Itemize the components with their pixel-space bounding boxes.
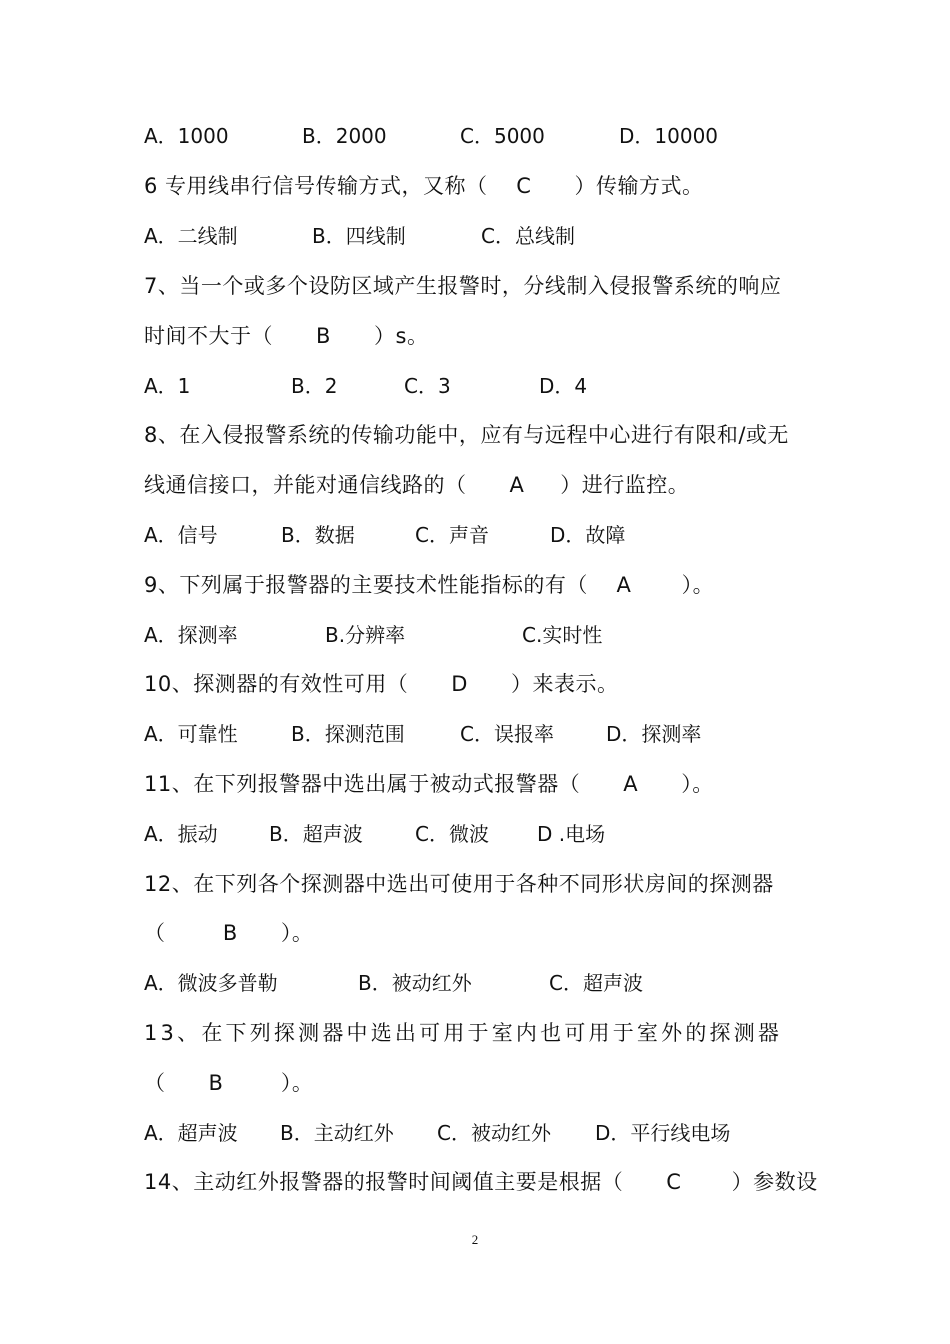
q11-option-a: A．振动 <box>144 822 218 846</box>
q10-question: 10、探测器的有效性可用（ D ）来表示。 <box>144 672 619 696</box>
q9-option-b: B.分辨率 <box>325 623 406 647</box>
q13-option-c: C．被动红外 <box>437 1121 551 1145</box>
q8-option-d: D．故障 <box>550 523 626 547</box>
q11-option-d: D .电场 <box>537 822 606 846</box>
q11-option-c: C．微波 <box>415 822 489 846</box>
q5-option-d: D．10000 <box>619 124 719 148</box>
q10-option-b: B．探测范围 <box>291 722 405 746</box>
q9-option-c: C.实时性 <box>522 623 603 647</box>
q8-option-c: C．声音 <box>415 523 489 547</box>
q6-option-c: C．总线制 <box>481 224 575 248</box>
q5-option-a: A．1000 <box>144 124 229 148</box>
q10-option-a: A．可靠性 <box>144 722 238 746</box>
q13-option-d: D．平行线电场 <box>595 1121 731 1145</box>
q8-question-line1: 8、在入侵报警系统的传输功能中，应有与远程中心进行有限和/或无 <box>144 423 789 447</box>
q6-question: 6 专用线串行信号传输方式，又称（ C ）传输方式。 <box>144 174 704 198</box>
q13-question-line2: （ B ）。 <box>144 1071 314 1095</box>
q13-option-a: A．超声波 <box>144 1121 238 1145</box>
q7-option-a: A．1 <box>144 374 191 398</box>
q12-option-c: C．超声波 <box>549 971 643 995</box>
q13-option-b: B．主动红外 <box>280 1121 394 1145</box>
q10-option-d: D．探测率 <box>606 722 702 746</box>
q12-question-line1: 12、在下列各个探测器中选出可使用于各种不同形状房间的探测器 <box>144 872 774 896</box>
q9-option-a: A．探测率 <box>144 623 238 647</box>
q11-question: 11、在下列报警器中选出属于被动式报警器（ A ）。 <box>144 772 714 796</box>
q5-option-b: B．2000 <box>302 124 387 148</box>
q6-option-a: A．二线制 <box>144 224 238 248</box>
q8-question-line2: 线通信接口，并能对通信线路的（ A ）进行监控。 <box>144 473 690 497</box>
q10-option-c: C．误报率 <box>460 722 554 746</box>
q8-option-b: B．数据 <box>281 523 355 547</box>
q6-option-b: B．四线制 <box>312 224 406 248</box>
q11-option-b: B．超声波 <box>269 822 363 846</box>
q14-question: 14、主动红外报警器的报警时间阈值主要是根据（ C ）参数设 <box>144 1170 818 1194</box>
q7-option-b: B．2 <box>291 374 338 398</box>
q7-question-line2: 时间不大于（ B ）s。 <box>144 324 429 348</box>
q12-question-line2: （ B ）。 <box>144 921 314 945</box>
q7-question-line1: 7、当一个或多个设防区域产生报警时，分线制入侵报警系统的响应 <box>144 274 782 298</box>
q7-option-d: D．4 <box>539 374 588 398</box>
q5-option-c: C．5000 <box>460 124 545 148</box>
q9-question: 9、下列属于报警器的主要技术性能指标的有（ A ）。 <box>144 573 715 597</box>
q8-option-a: A．信号 <box>144 523 218 547</box>
q13-question-line1: 13、在下列探测器中选出可用于室内也可用于室外的探测器 <box>144 1021 783 1045</box>
page-number: 2 <box>471 1232 479 1247</box>
q7-option-c: C．3 <box>404 374 451 398</box>
q12-option-b: B．被动红外 <box>358 971 472 995</box>
q12-option-a: A．微波多普勒 <box>144 971 278 995</box>
